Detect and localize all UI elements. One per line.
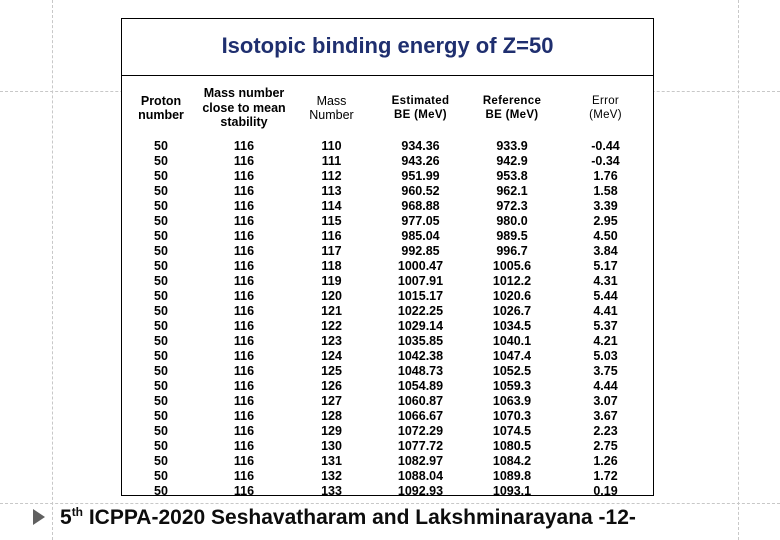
cell-estimated: 1015.17 (397, 289, 444, 303)
column-estimated (375, 77, 466, 497)
cell-mass-close: 116 (233, 154, 255, 168)
cell-estimated: 992.85 (401, 244, 440, 258)
cell-proton: 50 (154, 214, 168, 228)
header-error: Error (MeV) (589, 94, 622, 121)
header-proton: Proton number (138, 93, 184, 122)
header-estimated: Estimated BE (MeV) (391, 94, 450, 121)
cell-error: 5.37 (593, 319, 618, 333)
cell-reference: 1089.8 (492, 469, 532, 483)
cell-error: 1.76 (593, 169, 618, 183)
cell-mass: 129 (321, 424, 342, 438)
cell-proton: 50 (154, 334, 168, 348)
cell-reference: 1063.9 (492, 394, 532, 408)
cell-mass: 132 (321, 469, 342, 483)
cell-mass-close: 116 (233, 364, 255, 378)
cell-proton: 50 (154, 484, 168, 498)
cell-error: 1.58 (593, 184, 618, 198)
cell-estimated: 1000.47 (397, 259, 444, 273)
cell-proton: 50 (154, 274, 168, 288)
values-error (558, 139, 653, 499)
cell-mass-close: 116 (233, 379, 255, 393)
cell-error: 0.19 (593, 484, 618, 498)
cell-mass: 117 (321, 244, 342, 258)
cell-estimated: 1035.85 (397, 334, 444, 348)
cell-mass: 114 (321, 199, 342, 213)
cell-mass: 113 (321, 184, 342, 198)
cell-mass-close: 116 (233, 484, 255, 498)
header-mass-close: Mass number close to mean stability (202, 86, 286, 130)
cell-estimated: 968.88 (401, 199, 440, 213)
cell-mass: 127 (321, 394, 342, 408)
cell-mass-close: 116 (233, 469, 255, 483)
cell-mass: 130 (321, 439, 342, 453)
values-mass-close (200, 139, 288, 499)
cell-estimated: 1007.91 (397, 274, 444, 288)
cell-proton: 50 (154, 154, 168, 168)
cell-reference: 980.0 (496, 214, 528, 228)
cell-mass-close: 116 (233, 349, 255, 363)
cell-error: 5.44 (593, 289, 618, 303)
cell-estimated: 943.26 (401, 154, 440, 168)
guide-line-right (738, 0, 739, 540)
values-mass (288, 139, 375, 499)
cell-reference: 1059.3 (492, 379, 532, 393)
cell-mass: 133 (321, 484, 342, 498)
guide-line-bottom (0, 503, 780, 504)
cell-mass: 124 (321, 349, 342, 363)
cell-reference: 1034.5 (492, 319, 532, 333)
cell-mass: 110 (321, 139, 342, 153)
cell-estimated: 1088.04 (397, 469, 444, 483)
cell-proton: 50 (154, 439, 168, 453)
cell-proton: 50 (154, 304, 168, 318)
cell-reference: 1052.5 (492, 364, 532, 378)
cell-reference: 1084.2 (492, 454, 532, 468)
cell-reference: 1080.5 (492, 439, 532, 453)
cell-estimated: 1042.38 (397, 349, 444, 363)
cell-estimated: 1082.97 (397, 454, 444, 468)
cell-error: 3.39 (593, 199, 618, 213)
header-mass: Mass Number (309, 93, 354, 122)
cell-estimated: 1072.29 (397, 424, 444, 438)
cell-error: 4.50 (593, 229, 618, 243)
cell-error: 4.21 (593, 334, 618, 348)
cell-mass-close: 116 (233, 394, 255, 408)
cell-proton: 50 (154, 169, 168, 183)
cell-estimated: 960.52 (401, 184, 440, 198)
cell-proton: 50 (154, 469, 168, 483)
cell-error: 2.75 (593, 439, 618, 453)
cell-error: 3.75 (593, 364, 618, 378)
cell-proton: 50 (154, 244, 168, 258)
cell-reference: 1005.6 (492, 259, 532, 273)
cell-mass-close: 116 (233, 169, 255, 183)
cell-mass: 118 (321, 259, 342, 273)
cell-estimated: 1029.14 (397, 319, 444, 333)
values-reference (466, 139, 558, 499)
cell-estimated: 1077.72 (397, 439, 444, 453)
cell-mass: 116 (321, 229, 342, 243)
cell-mass-close: 116 (233, 139, 255, 153)
cell-mass: 119 (321, 274, 342, 288)
cell-estimated: 934.36 (401, 139, 440, 153)
cell-error: 1.26 (593, 454, 618, 468)
cell-mass: 125 (321, 364, 342, 378)
cell-mass-close: 116 (233, 199, 255, 213)
page-title: Isotopic binding energy of Z=50 (221, 33, 554, 58)
cell-proton: 50 (154, 139, 168, 153)
cell-reference: 1026.7 (492, 304, 532, 318)
cell-estimated: 1048.73 (397, 364, 444, 378)
cell-mass: 122 (321, 319, 342, 333)
cell-proton: 50 (154, 454, 168, 468)
cell-reference: 1012.2 (492, 274, 532, 288)
cell-reference: 962.1 (496, 184, 528, 198)
cell-error: 2.23 (593, 424, 618, 438)
cell-mass-close: 116 (233, 214, 255, 228)
cell-reference: 996.7 (496, 244, 528, 258)
cell-reference: 1040.1 (492, 334, 532, 348)
cell-mass-close: 116 (233, 184, 255, 198)
cell-estimated: 985.04 (401, 229, 440, 243)
cell-mass: 126 (321, 379, 342, 393)
cell-mass: 121 (321, 304, 342, 318)
cell-error: 4.31 (593, 274, 618, 288)
cell-proton: 50 (154, 259, 168, 273)
column-proton (122, 77, 200, 497)
header-reference: Reference BE (MeV) (482, 94, 542, 121)
cell-mass-close: 116 (233, 229, 255, 243)
cell-proton: 50 (154, 394, 168, 408)
cell-estimated: 951.99 (401, 169, 440, 183)
cell-proton: 50 (154, 424, 168, 438)
cell-mass-close: 116 (233, 334, 255, 348)
cell-mass-close: 116 (233, 424, 255, 438)
cell-proton: 50 (154, 379, 168, 393)
cell-error: 3.07 (593, 394, 618, 408)
cell-proton: 50 (154, 364, 168, 378)
cell-error: 2.95 (593, 214, 618, 228)
cell-reference: 942.9 (496, 154, 528, 168)
column-error (558, 77, 653, 497)
cell-mass: 112 (321, 169, 342, 183)
column-reference (466, 77, 558, 497)
cell-reference: 1047.4 (492, 349, 532, 363)
cell-mass: 120 (321, 289, 342, 303)
cell-mass-close: 116 (233, 439, 255, 453)
values-proton (122, 139, 200, 499)
cell-mass-close: 116 (233, 274, 255, 288)
cell-estimated: 1054.89 (397, 379, 444, 393)
cell-reference: 1074.5 (492, 424, 532, 438)
cell-error: 3.84 (593, 244, 618, 258)
cell-mass-close: 116 (233, 409, 255, 423)
cell-proton: 50 (154, 184, 168, 198)
cell-proton: 50 (154, 409, 168, 423)
cell-error: 1.72 (593, 469, 618, 483)
cell-reference: 1020.6 (492, 289, 532, 303)
cell-error: 5.03 (593, 349, 618, 363)
cell-proton: 50 (154, 199, 168, 213)
cell-reference: 1093.1 (492, 484, 532, 498)
cell-mass: 115 (321, 214, 342, 228)
cell-mass: 128 (321, 409, 342, 423)
cell-error: 5.17 (593, 259, 618, 273)
cell-error: 4.41 (593, 304, 618, 318)
cell-proton: 50 (154, 319, 168, 333)
column-mass-close (200, 77, 288, 497)
cell-reference: 989.5 (496, 229, 528, 243)
cell-mass-close: 116 (233, 244, 255, 258)
table-frame (121, 18, 654, 496)
cell-reference: 933.9 (496, 139, 528, 153)
cell-reference: 953.8 (496, 169, 528, 183)
cell-mass-close: 116 (233, 319, 255, 333)
values-estimated (375, 139, 466, 499)
bullet-arrow-icon (33, 509, 45, 525)
cell-mass-close: 116 (233, 259, 255, 273)
cell-error: -0.34 (591, 154, 620, 168)
cell-mass: 131 (321, 454, 342, 468)
cell-proton: 50 (154, 289, 168, 303)
data-table (122, 77, 653, 497)
cell-estimated: 1060.87 (397, 394, 444, 408)
cell-mass-close: 116 (233, 289, 255, 303)
cell-error: 3.67 (593, 409, 618, 423)
cell-reference: 972.3 (496, 199, 528, 213)
cell-mass: 111 (321, 154, 342, 168)
column-mass (288, 77, 375, 497)
cell-estimated: 1092.93 (397, 484, 444, 498)
title-divider (122, 75, 653, 76)
cell-proton: 50 (154, 229, 168, 243)
cell-error: 4.44 (593, 379, 618, 393)
slide-footer: 5th ICPPA-2020 Seshavatharam and Lakshminarayana -12- (60, 505, 636, 529)
cell-estimated: 1022.25 (397, 304, 444, 318)
cell-estimated: 977.05 (401, 214, 440, 228)
cell-reference: 1070.3 (492, 409, 532, 423)
cell-mass-close: 116 (233, 454, 255, 468)
cell-proton: 50 (154, 349, 168, 363)
cell-estimated: 1066.67 (397, 409, 444, 423)
cell-error: -0.44 (591, 139, 620, 153)
cell-mass-close: 116 (233, 304, 255, 318)
guide-line-left (52, 0, 53, 540)
cell-mass: 123 (321, 334, 342, 348)
